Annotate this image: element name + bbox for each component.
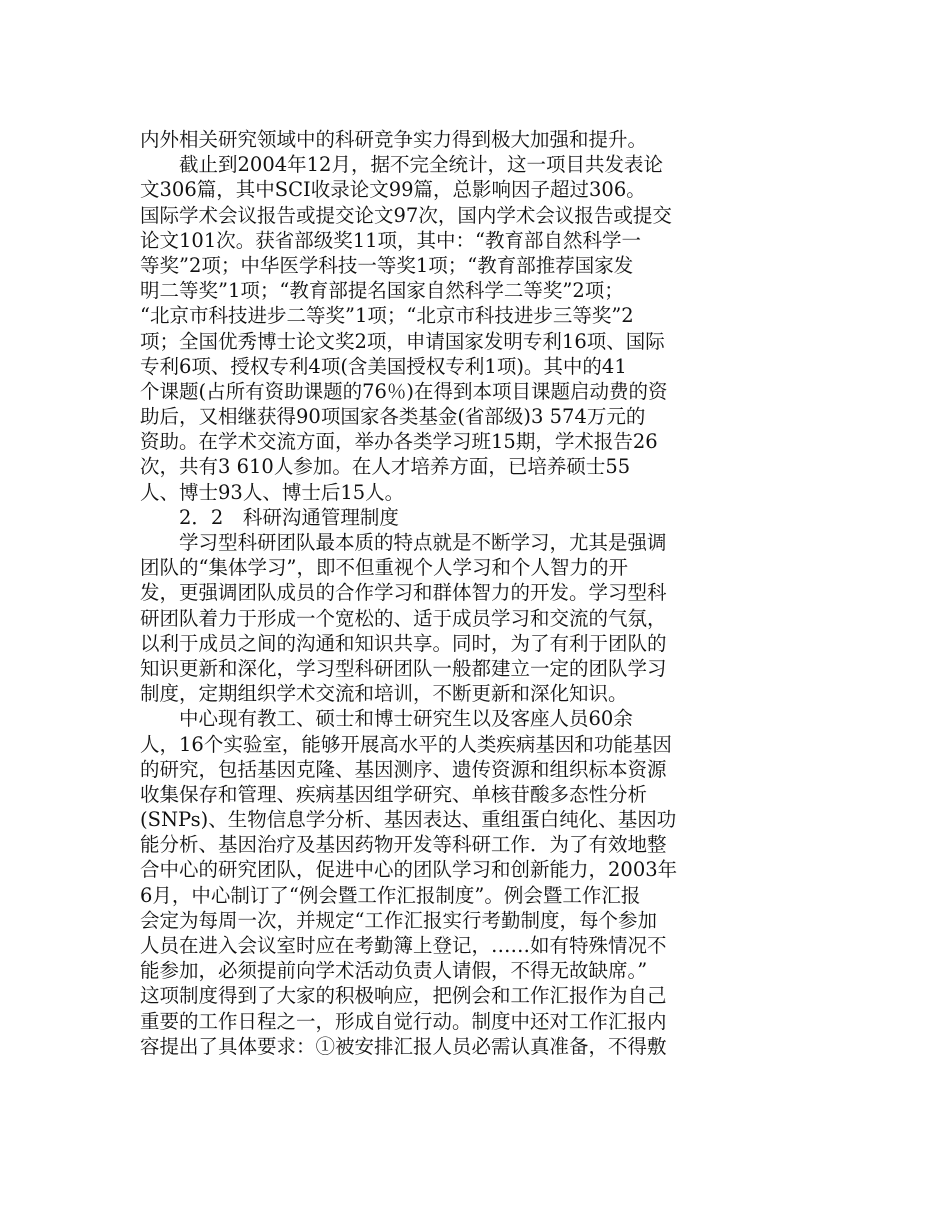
paragraph-line: 重要的工作日程之一，形成自觉行动。制度中还对工作汇报内 xyxy=(140,1009,667,1033)
paragraph-line: 专利6项、授权专利4项(含美国授权专利1项)。其中的41 xyxy=(140,354,627,378)
paragraph-line: 发，更强调团队成员的合作学习和群体智力的开发。学习型科 xyxy=(140,581,667,605)
paragraph-line: 国际学术会议报告或提交论文97次，国内学术会议报告或提交 xyxy=(140,203,672,227)
paragraph-line: 项；全国优秀博士论文奖2项，申请国家发明专利16项、国际 xyxy=(140,329,665,353)
paragraph-line: 助后，又相继获得90项国家各类基金(省部级)3 574万元的 xyxy=(140,405,646,429)
paragraph-line: 制度，定期组织学术交流和培训，不断更新和深化知识。 xyxy=(140,682,628,706)
paragraph-line: 人，16个实验室，能够开展高水平的人类疾病基因和功能基因 xyxy=(140,732,672,756)
paragraph-line: (SNPs)、生物信息学分析、基因表达、重组蛋白纯化、基因功 xyxy=(140,808,677,832)
body-paragraph xyxy=(140,706,746,1059)
paragraph-line: 团队的“集体学习”，即不但重视个人学习和个人智力的开 xyxy=(140,556,628,580)
paragraph-line: 文306篇，其中SCI收录论文99篇，总影响因子超过306。 xyxy=(140,178,646,202)
paragraph-line: 收集保存和管理、疾病基因组学研究、单核苷酸多态性分析 xyxy=(140,782,648,806)
body-paragraph xyxy=(140,530,746,706)
paragraph-line: 6月，中心制订了“例会暨工作汇报制度”。例会暨工作汇报 xyxy=(140,883,641,907)
paragraph-line: 学习型科研团队最本质的特点就是不断学习，尤其是强调 xyxy=(179,531,667,554)
paragraph-line: 资助。在学术交流方面，举办各类学习班15期，学术报告26 xyxy=(140,430,658,454)
paragraph-line: 能参加，必须提前向学术活动负责人请假，不得无故缺席。” xyxy=(140,959,648,983)
paragraph-line: 次，共有3 610人参加。在人才培养方面，已培养硕士55 xyxy=(140,455,631,479)
paragraph-line: 能分析、基因治疗及基因药物开发等科研工作．为了有效地整 xyxy=(140,833,667,857)
paragraph-line: 个课题(占所有资助课题的76％)在得到本项目课题启动费的资 xyxy=(140,379,668,403)
paragraph-line: 研团队着力于形成一个宽松的、适于成员学习和交流的气氛， xyxy=(140,606,667,630)
paragraph-line: 的研究，包括基因克隆、基因测序、遗传资源和组织标本资源 xyxy=(140,757,667,781)
paragraph-line: 截止到2004年12月，据不完全统计，这一项目共发表论 xyxy=(179,153,663,177)
heading-text: 2．2 科研沟通管理制度 xyxy=(179,505,399,529)
paragraph-line: “北京市科技进步二等奖”1项；“北京市科技进步三等奖”2 xyxy=(140,304,634,328)
paragraph-line: 知识更新和深化，学习型科研团队一般都建立一定的团队学习 xyxy=(140,656,667,680)
paragraph-line: 中心现有教工、硕士和博士研究生以及客座人员60余 xyxy=(179,707,633,731)
document-page xyxy=(140,127,746,1059)
section-heading xyxy=(140,505,746,530)
paragraph-line: 等奖”2项；中华医学科技一等奖1项；“教育部推荐国家发 xyxy=(140,253,634,277)
paragraph-line: 以利于成员之间的沟通和知识共享。同时，为了有利于团队的 xyxy=(140,631,667,655)
body-paragraph xyxy=(140,152,746,505)
paragraph-line: 会定为每周一次，并规定“工作汇报实行考勤制度，每个参加 xyxy=(140,908,657,932)
paragraph-line: 明二等奖”1项；“教育部提名国家自然科学二等奖”2项； xyxy=(140,279,624,303)
paragraph-line: 合中心的研究团队，促进中心的团队学习和创新能力，2003年 xyxy=(140,858,678,882)
paragraph-line: 容提出了具体要求：①被安排汇报人员必需认真准备，不得敷 xyxy=(140,1034,667,1058)
body-paragraph xyxy=(140,127,746,152)
paragraph-line: 这项制度得到了大家的积极响应，把例会和工作汇报作为自己 xyxy=(140,984,667,1008)
paragraph-line: 人、博士93人、博士后15人。 xyxy=(140,480,405,504)
paragraph-line: 人员在进入会议室时应在考勤簿上登记，……如有特殊情况不 xyxy=(140,934,667,957)
paragraph-line: 内外相关研究领域中的科研竞争实力得到极大加强和提升。 xyxy=(140,128,648,151)
paragraph-line: 论文101次。获省部级奖11项，其中：“教育部自然科学一 xyxy=(140,228,642,252)
